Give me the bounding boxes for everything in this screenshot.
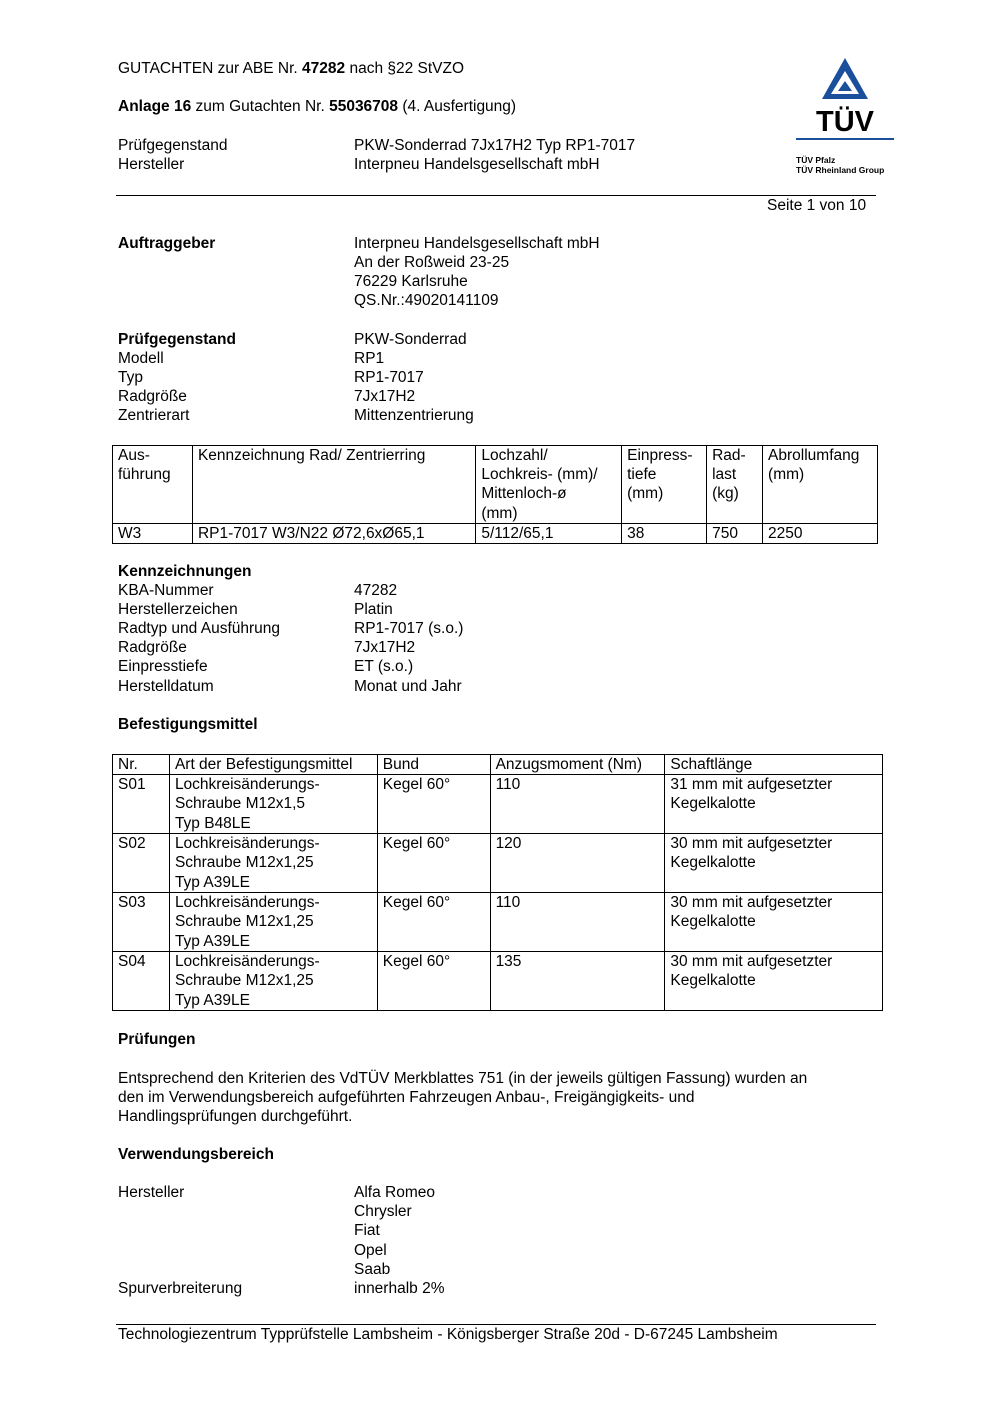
zentrierart-label: Zentrierart (118, 407, 190, 424)
befestigung-cell: 30 mm mit aufgesetzter Kegelkalotte (665, 952, 883, 1011)
tuev-triangle-icon (795, 55, 897, 179)
zentrierart-value: Mittenzentrierung (354, 407, 474, 424)
header-pruefgegenstand-label: Prüfgegenstand (118, 137, 228, 154)
wheel-table-header-cell: Rad- last (kg) (707, 446, 763, 524)
befestigung-cell: S04 (113, 952, 170, 1011)
auftraggeber-line: QS.Nr.:49020141109 (354, 292, 499, 309)
wheel-table-cell: 2250 (763, 523, 878, 543)
befestigung-table (112, 754, 883, 1011)
kennzeichnung-value: RP1-7017 (s.o.) (354, 620, 464, 637)
verwendung-hersteller-label: Hersteller (118, 1184, 185, 1201)
kennzeichnungen-title: Kennzeichnungen (118, 563, 252, 580)
footer-address: Technologiezentrum Typprüfstelle Lambsheim - Königsberger Straße 20d - D-67245 Lambsheim (118, 1326, 778, 1343)
kennzeichnung-label: Herstelldatum (118, 678, 214, 695)
wheel-table-header (113, 446, 878, 524)
verwendungsbereich-title: Verwendungsbereich (118, 1146, 274, 1163)
wheel-table-header-cell: Lochzahl/ Lochkreis- (mm)/ Mittenloch-ø (mm) (476, 446, 622, 524)
typ-label: Typ (118, 369, 143, 386)
pruefungen-text-line: Entsprechend den Kriterien des VdTÜV Merkblattes 751 (in der jeweils gültigen Fassung) wurden an (118, 1070, 808, 1087)
wheel-table-cell: W3 (113, 523, 193, 543)
befestigung-cell: S03 (113, 893, 170, 952)
befestigung-header-cell: Anzugsmoment (Nm) (490, 755, 665, 775)
spurverbreiterung-label: Spurverbreiterung (118, 1280, 243, 1297)
wheel-table-cell: RP1-7017 W3/N22 Ø72,6xØ65,1 (192, 523, 475, 543)
wheel-table-cell: 750 (707, 523, 763, 543)
wheel-table (112, 445, 878, 544)
befestigung-cell: Kegel 60° (377, 952, 490, 1011)
header-hersteller-label: Hersteller (118, 156, 185, 173)
befestigung-cell: Lochkreisänderungs- Schraube M12x1,25 Typ A39LE (169, 834, 377, 893)
befestigung-table-header (113, 755, 883, 775)
modell-label: Modell (118, 350, 164, 367)
befestigung-cell: S01 (113, 775, 170, 834)
befestigung-header-cell: Schaftlänge (665, 755, 883, 775)
befestigung-cell: 135 (490, 952, 665, 1011)
header-anlage-line: Anlage 16 zum Gutachten Nr. 55036708 (4. Ausfertigung) (118, 98, 517, 115)
pruefgegenstand-label: Prüfgegenstand (118, 331, 236, 348)
auftraggeber-label: Auftraggeber (118, 235, 216, 252)
wheel-table-header-cell: Aus- führung (113, 446, 193, 524)
kennzeichnung-label: Einpresstiefe (118, 658, 208, 675)
verwendung-hersteller-item: Fiat (354, 1222, 380, 1239)
pruefungen-title: Prüfungen (118, 1031, 196, 1048)
radgroesse-label: Radgröße (118, 388, 187, 405)
wheel-table-header-cell: Abrollumfang (mm) (763, 446, 878, 524)
befestigung-cell: 31 mm mit aufgesetzter Kegelkalotte (665, 775, 883, 834)
header-pruefgegenstand-value: PKW-Sonderrad 7Jx17H2 Typ RP1-7017 (354, 137, 636, 154)
befestigung-header-cell: Bund (377, 755, 490, 775)
wheel-table-cell: 5/112/65,1 (476, 523, 622, 543)
kennzeichnung-value: 7Jx17H2 (354, 639, 416, 656)
wheel-table-row (113, 523, 878, 543)
tuev-logo-text: TÜV (816, 106, 874, 138)
befestigung-header-cell: Nr. (113, 755, 170, 775)
verwendung-hersteller-item: Alfa Romeo (354, 1184, 435, 1201)
kennzeichnung-value: 47282 (354, 582, 398, 599)
tuev-logo (795, 55, 897, 179)
tuev-logo-line2: TÜV Rheinland Group (796, 165, 885, 175)
befestigung-cell: 110 (490, 893, 665, 952)
typ-value: RP1-7017 (354, 369, 424, 386)
wheel-table-cell: 38 (622, 523, 707, 543)
befestigung-cell: Kegel 60° (377, 834, 490, 893)
pruefungen-text-line: Handlingsprüfungen durchgeführt. (118, 1108, 353, 1125)
befestigung-cell: Lochkreisänderungs- Schraube M12x1,5 Typ B48LE (169, 775, 377, 834)
befestigung-cell: Kegel 60° (377, 893, 490, 952)
kennzeichnung-value: Monat und Jahr (354, 678, 462, 695)
radgroesse-value: 7Jx17H2 (354, 388, 416, 405)
befestigung-row (113, 952, 883, 1011)
modell-value: RP1 (354, 350, 385, 367)
kennzeichnung-label: KBA-Nummer (118, 582, 214, 599)
befestigung-cell: Lochkreisänderungs- Schraube M12x1,25 Typ A39LE (169, 893, 377, 952)
auftraggeber-line: An der Roßweid 23-25 (354, 254, 510, 271)
befestigung-cell: Lochkreisänderungs- Schraube M12x1,25 Typ A39LE (169, 952, 377, 1011)
spurverbreiterung-value: innerhalb 2% (354, 1280, 445, 1297)
kennzeichnung-label: Radgröße (118, 639, 187, 656)
befestigung-cell: Kegel 60° (377, 775, 490, 834)
befestigung-row (113, 775, 883, 834)
header-divider (116, 195, 876, 196)
header-hersteller-value: Interpneu Handelsgesellschaft mbH (354, 156, 600, 173)
pruefungen-text-line: den im Verwendungsbereich aufgeführten Fahrzeugen Anbau-, Freigängigkeits- und (118, 1089, 695, 1106)
befestigung-cell: S02 (113, 834, 170, 893)
auftraggeber-line: Interpneu Handelsgesellschaft mbH (354, 235, 600, 252)
befestigung-row (113, 834, 883, 893)
befestigung-row (113, 893, 883, 952)
auftraggeber-line: 76229 Karlsruhe (354, 273, 468, 290)
pruefgegenstand-value: PKW-Sonderrad (354, 331, 467, 348)
verwendung-hersteller-item: Chrysler (354, 1203, 412, 1220)
kennzeichnung-value: Platin (354, 601, 393, 618)
wheel-table-header-cell: Einpress- tiefe (mm) (622, 446, 707, 524)
kennzeichnung-label: Radtyp und Ausführung (118, 620, 281, 637)
kennzeichnung-label: Herstellerzeichen (118, 601, 238, 618)
wheel-table-header-cell: Kennzeichnung Rad/ Zentrierring (192, 446, 475, 524)
befestigung-cell: 120 (490, 834, 665, 893)
verwendung-hersteller-item: Saab (354, 1261, 391, 1278)
page-number: Seite 1 von 10 (767, 197, 867, 214)
tuev-logo-line1: TÜV Pfalz (796, 155, 836, 165)
befestigung-cell: 30 mm mit aufgesetzter Kegelkalotte (665, 834, 883, 893)
befestigung-cell: 30 mm mit aufgesetzter Kegelkalotte (665, 893, 883, 952)
header-abe-line: GUTACHTEN zur ABE Nr. 47282 nach §22 StVZO (118, 60, 465, 77)
verwendung-hersteller-item: Opel (354, 1242, 387, 1259)
befestigung-header-cell: Art der Befestigungsmittel (169, 755, 377, 775)
befestigung-cell: 110 (490, 775, 665, 834)
kennzeichnung-value: ET (s.o.) (354, 658, 414, 675)
befestigung-title: Befestigungsmittel (118, 716, 258, 733)
